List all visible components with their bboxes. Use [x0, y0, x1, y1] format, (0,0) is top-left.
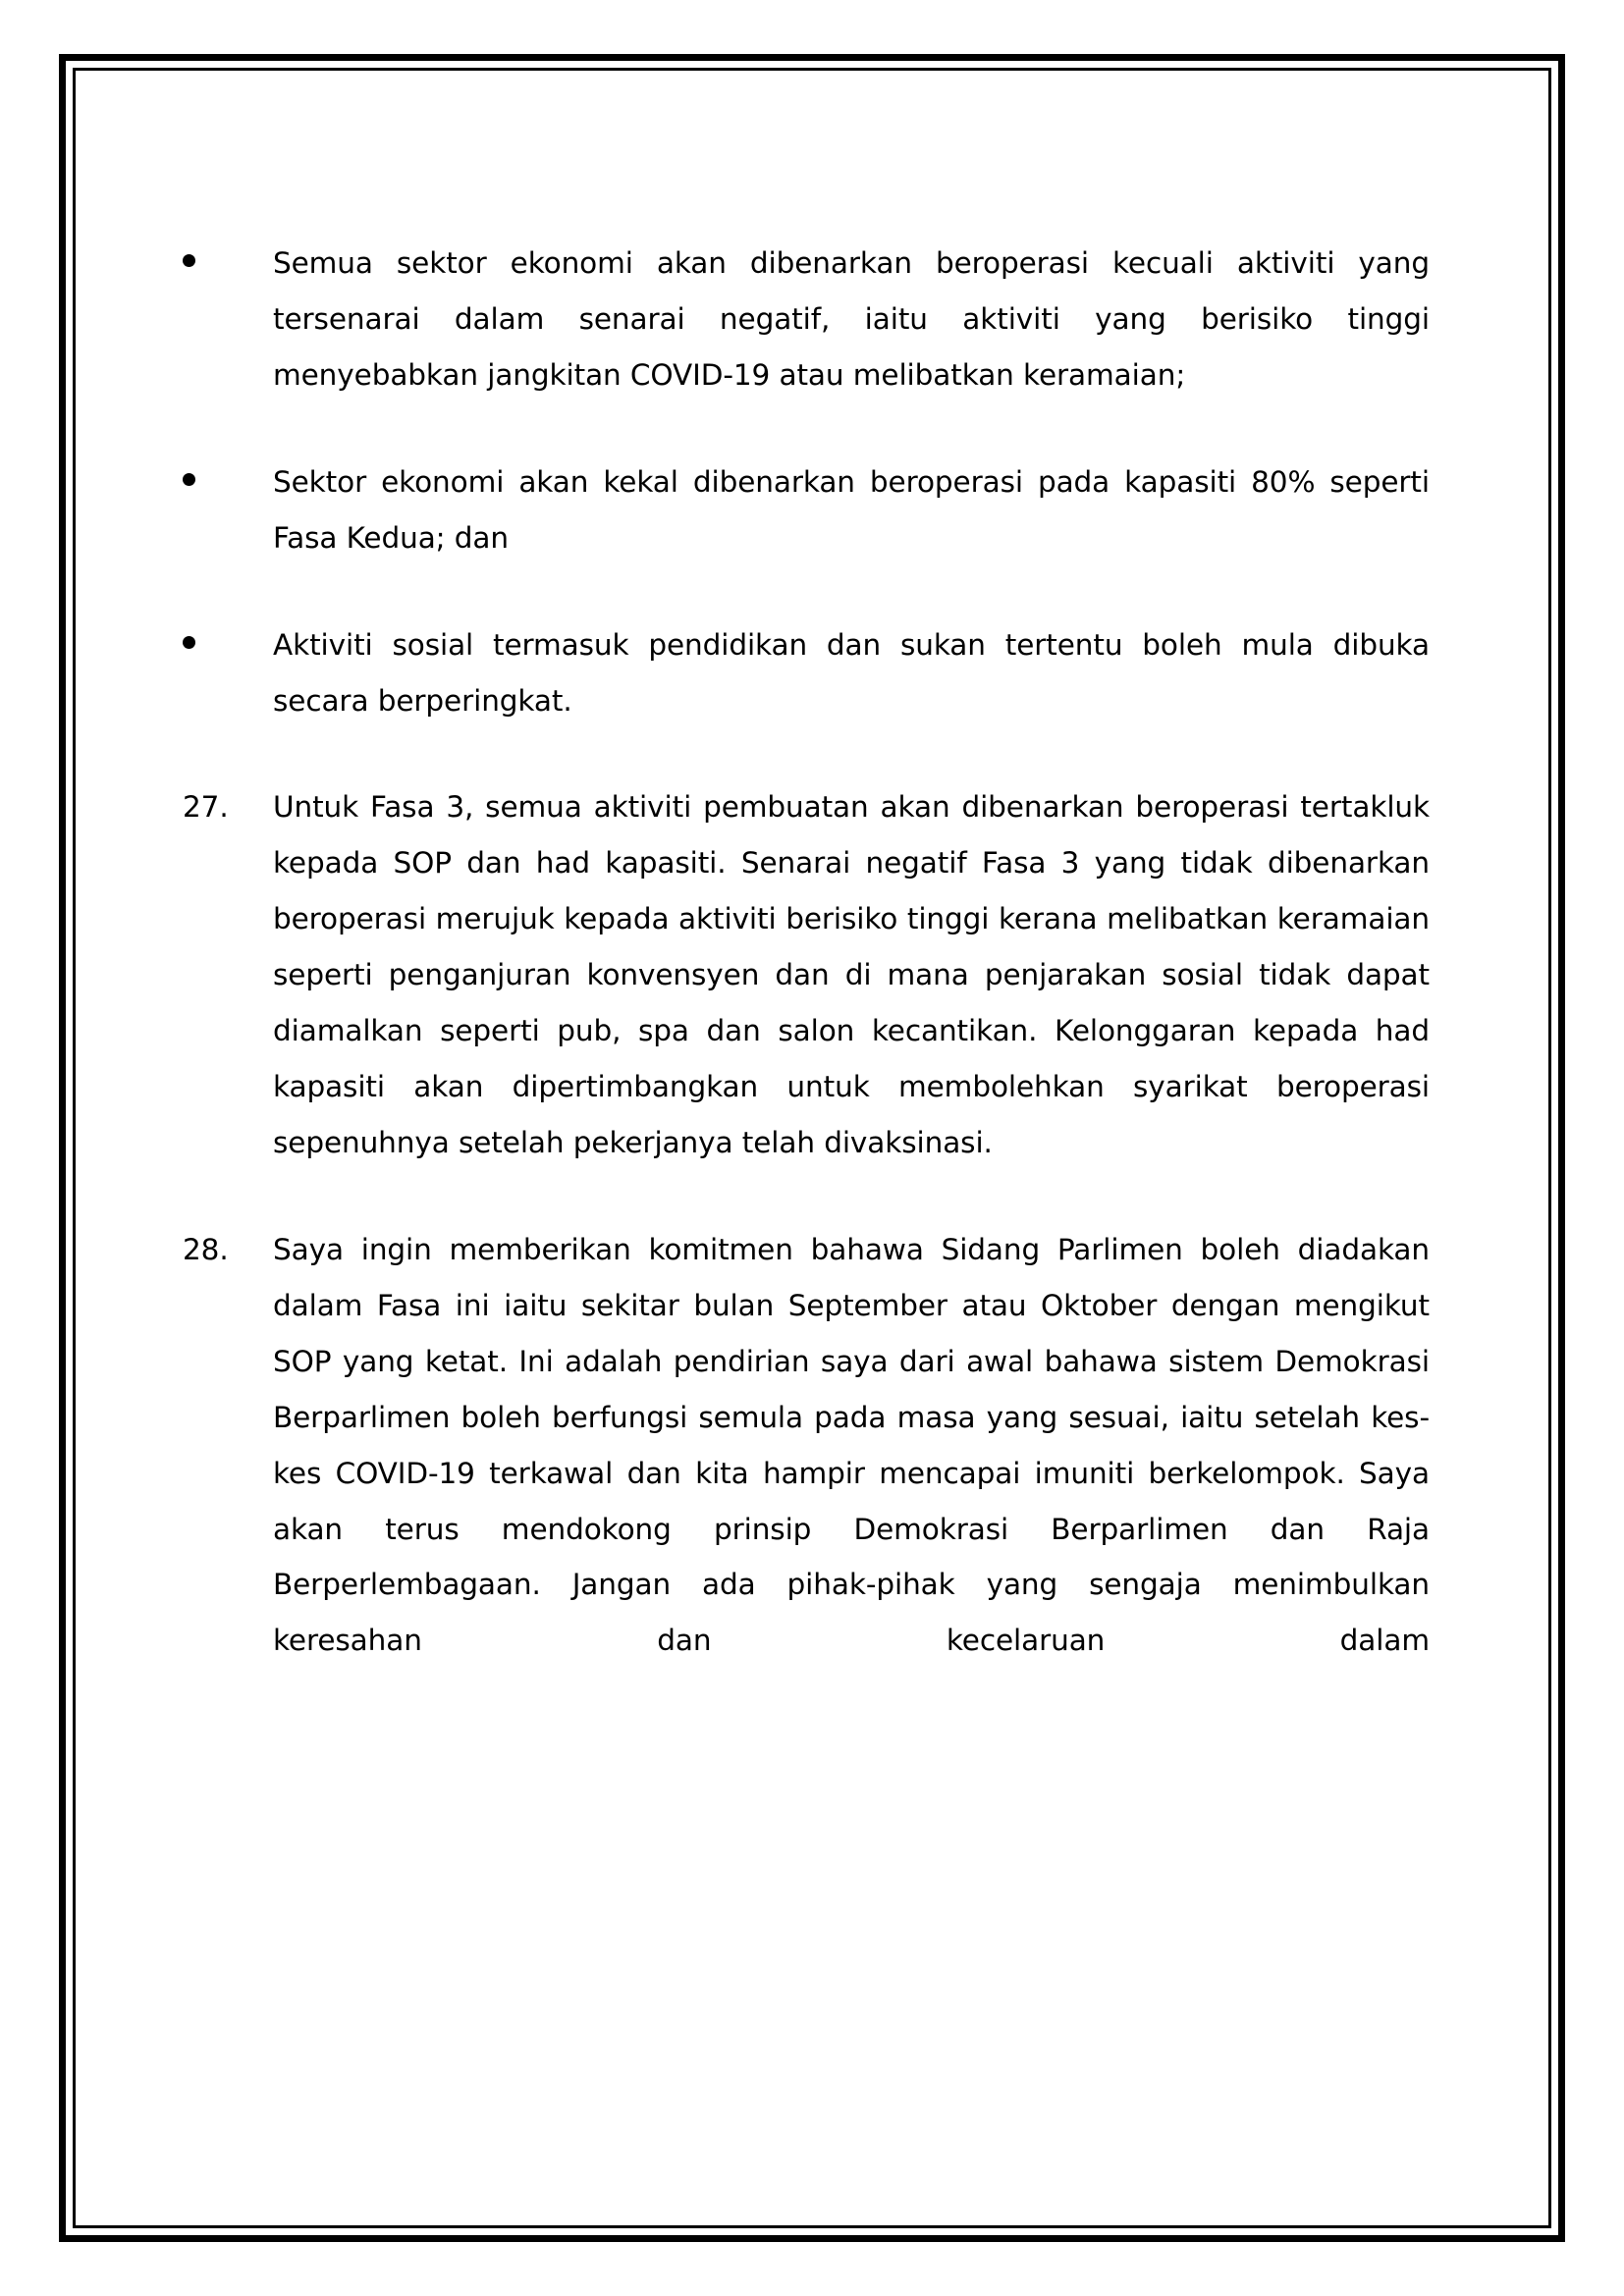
bullet-text: Semua sektor ekonomi akan dibenarkan beroperasi kecuali aktiviti yang tersenarai dalam senarai negatif, iaitu aktiviti yang berisiko tinggi menyebabkan jangkitan COVID-19 atau melibatkan keramaian; — [273, 246, 1430, 392]
bullet-item — [183, 617, 1430, 729]
bullet-marker — [183, 236, 273, 292]
bullet-dot-icon — [183, 636, 195, 649]
numbered-paragraph — [183, 1222, 1430, 1669]
bullet-item — [183, 454, 1430, 566]
paragraph-text: Saya ingin memberikan komitmen bahawa Sidang Parlimen boleh diadakan dalam Fasa ini iaitu sekitar bulan September atau Oktober dengan mengikut SOP yang ketat. Ini adalah pendirian saya dari awal bahawa sistem Demokrasi Berparlimen boleh berfungsi semula pada masa yang sesuai, iaitu setelah kes-kes COVID-19 terkawal dan kita hampir mencapai imuniti berkelompok. Saya akan terus mendokong prinsip Demokrasi Berparlimen dan Raja Berperlembagaan. Jangan ada pihak-pihak yang sengaja menimbulkan keresahan dan kecelaruan dalam — [273, 1232, 1430, 1658]
bullet-marker — [183, 454, 273, 510]
numbered-paragraph — [183, 779, 1430, 1170]
bullet-dot-icon — [183, 473, 195, 486]
bullet-dot-icon — [183, 254, 195, 267]
bullet-text: Sektor ekonomi akan kekal dibenarkan beroperasi pada kapasiti 80% seperti Fasa Kedua; dan — [273, 464, 1430, 555]
paragraph-number-label: 28. — [183, 1232, 229, 1266]
bullet-item — [183, 236, 1430, 403]
paragraph-number — [183, 779, 273, 835]
paragraph-text: Untuk Fasa 3, semua aktiviti pembuatan akan dibenarkan beroperasi tertakluk kepada SOP dan had kapasiti. Senarai negatif Fasa 3 yang tidak dibenarkan beroperasi merujuk kepada aktiviti berisiko tinggi kerana melibatkan keramaian seperti penganjuran konvensyen dan di mana penjarakan sosial tidak dapat diamalkan seperti pub, spa dan salon kecantikan. Kelonggaran kepada had kapasiti akan dipertimbangkan untuk membolehkan syarikat beroperasi sepenuhnya setelah pekerjanya telah divaksinasi. — [273, 790, 1430, 1159]
paragraph-number — [183, 1222, 273, 1278]
document-content — [183, 236, 1430, 1720]
paragraph-number-label: 27. — [183, 790, 229, 825]
bullet-marker — [183, 617, 273, 673]
bullet-text: Aktiviti sosial termasuk pendidikan dan sukan tertentu boleh mula dibuka secara berperingkat. — [273, 627, 1430, 718]
